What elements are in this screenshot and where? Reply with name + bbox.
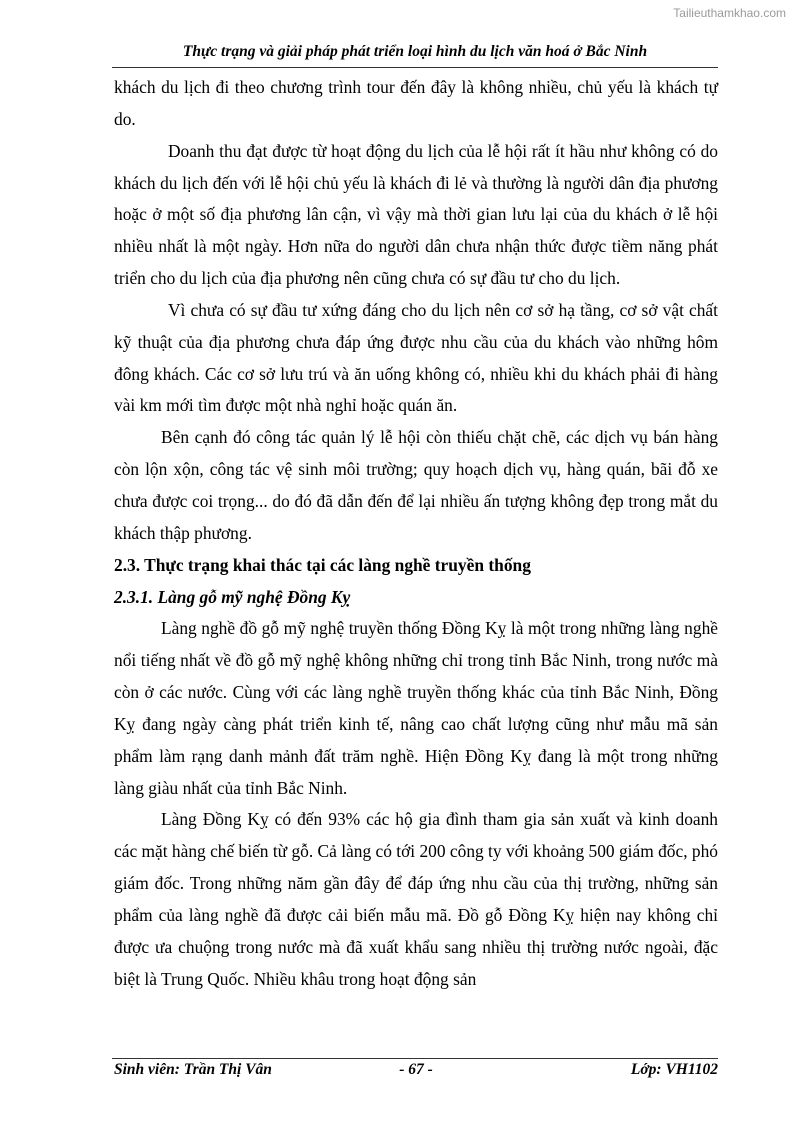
paragraph: Làng Đồng Kỵ có đến 93% các hộ gia đình tham gia sản xuất và kinh doanh các mặt hàng chế biến từ gỗ. Cả làng có tới 200 công ty với khoảng 500 giám đốc, phó giám đốc. Trong những năm gần đây để đáp ứng nhu cầu của thị trường, những sản phẩm của làng nghề đã được cải biến mẫu mã. Đồ gỗ Đồng Kỵ hiện nay không chỉ được ưa chuộng trong nước mà đã xuất khẩu sang nhiều thị trường nước ngoài, đặc biệt là Trung Quốc. Nhiều khâu trong hoạt động sản	[114, 809, 718, 989]
subsection-heading: 2.3.1. Làng gỗ mỹ nghệ Đồng Kỵ	[114, 586, 351, 607]
paragraph: Vì chưa có sự đầu tư xứng đáng cho du lịch nên cơ sở hạ tầng, cơ sở vật chất kỹ thuật của địa phương chưa đáp ứng được nhu cầu của du khách vào những hôm đông khách. Các cơ sở lưu trú và ăn uống không có, nhiều khi du khách phải đi hàng vài km mới tìm được một nhà nghỉ hoặc quán ăn.	[114, 299, 718, 416]
paragraph: Bên cạnh đó công tác quản lý lễ hội còn thiếu chặt chẽ, các dịch vụ bán hàng còn lộn xộn, công tác vệ sinh môi trường; quy hoạch dịch vụ, hàng quán, bãi đỗ xe chưa được coi trọng... do đó đã dẫn đến để lại nhiều ấn tượng không đẹp trong mắt du khách thập phương.	[114, 427, 718, 543]
page-body	[114, 72, 718, 995]
footer-rule	[112, 1058, 718, 1059]
header-rule	[112, 67, 718, 68]
student-name: Sinh viên: Trần Thị Vân	[114, 1061, 272, 1078]
page-number: - 67 -	[399, 1061, 433, 1078]
paragraph: khách du lịch đi theo chương trình tour đến đây là không nhiều, chủ yếu là khách tự do.	[114, 77, 718, 129]
section-heading: 2.3. Thực trạng khai thác tại các làng nghề truyền thống	[114, 554, 531, 575]
class-code: Lớp: VH1102	[630, 1061, 718, 1078]
running-header: Thực trạng và giải pháp phát triển loại hình du lịch văn hoá ở Bắc Ninh	[182, 43, 648, 60]
page-footer	[114, 1061, 718, 1083]
watermark: Tailieuthamkhao.com	[673, 6, 786, 20]
paragraph: Doanh thu đạt được từ hoạt động du lịch của lễ hội rất ít hầu như không có do khách du lịch đến với lễ hội chủ yếu là khách đi lẻ và thường là người dân địa phương hoặc ở một số địa phương lân cận, vì vậy mà thời gian lưu lại của du khách ở lễ hội nhiều nhất là một ngày. Hơn nữa do người dân chưa nhận thức được tiềm năng phát triển cho du lịch của địa phương nên cũng chưa có sự đầu tư cho du lịch.	[114, 140, 718, 289]
paragraph: Làng nghề đồ gỗ mỹ nghệ truyền thống Đồng Kỵ là một trong những làng nghề nổi tiếng nhất về đồ gỗ mỹ nghệ không những chỉ trong tỉnh Bắc Ninh, trong nước mà còn ở các nước. Cùng với các làng nghề truyền thống khác của tỉnh Bắc Ninh, Đồng Kỵ đang ngày càng phát triển kinh tế, nâng cao chất lượng cũng như mẫu mã sản phẩm làm rạng danh mảnh đất trăm nghề. Hiện Đồng Kỵ đang là một trong những làng giàu nhất của tỉnh Bắc Ninh.	[114, 618, 718, 798]
